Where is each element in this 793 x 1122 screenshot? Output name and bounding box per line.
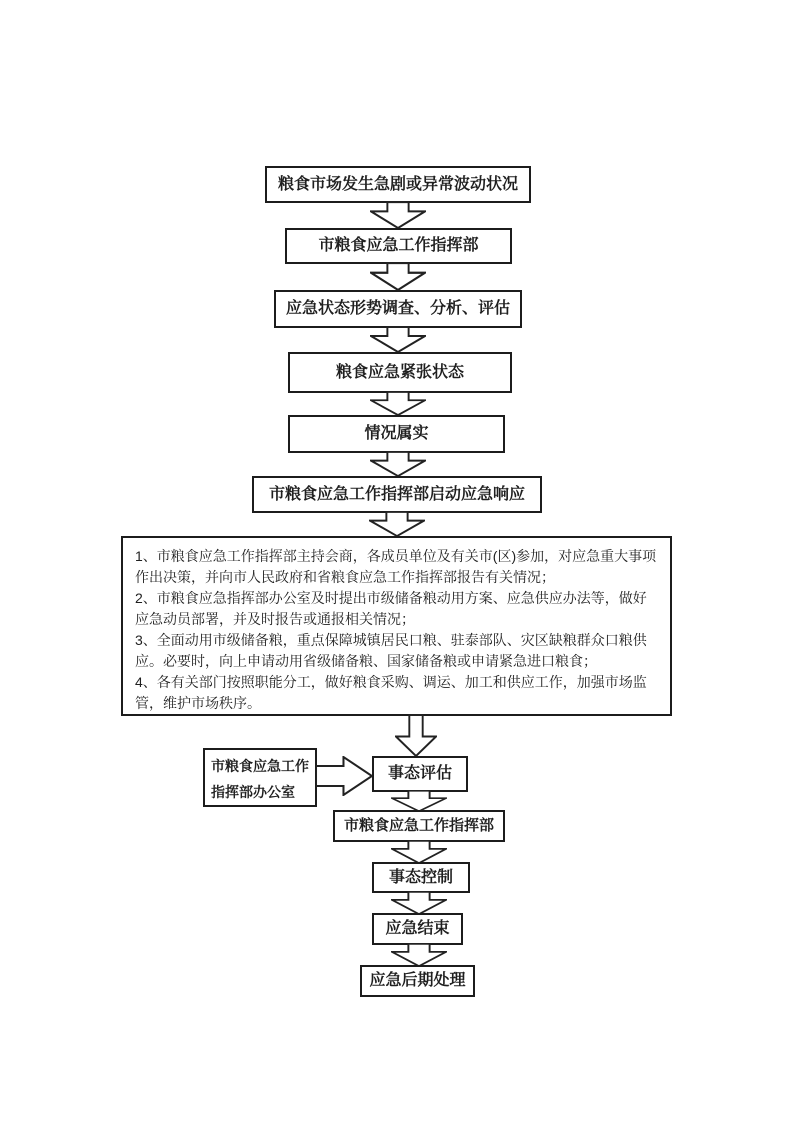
node-emergency-end: 应急结束	[372, 913, 463, 945]
down-arrow-icon	[391, 943, 447, 967]
measure-item-1: 1、市粮食应急工作指挥部主持会商，各成员单位及有关市(区)参加，对应急重大事项作出决策，并向市人民政府和省粮食应急工作指挥部报告有关情况；	[135, 548, 657, 585]
measure-item-4: 4、各有关部门按照职能分工，做好粮食采购、调运、加工和供应工作，加强市场监管，维护市场秩序。	[135, 674, 647, 711]
node-hq-office: 市粮食应急工作指挥部办公室	[203, 748, 317, 807]
down-arrow-icon	[395, 714, 437, 757]
node-emergency-hq-2: 市粮食应急工作指挥部	[333, 810, 505, 842]
down-arrow-icon	[370, 391, 426, 416]
down-arrow-icon	[370, 262, 426, 291]
right-arrow-icon	[316, 756, 373, 796]
node-post-emergency-handling: 应急后期处理	[360, 965, 475, 997]
node-situation-verified: 情况属实	[288, 415, 505, 453]
down-arrow-icon	[369, 511, 425, 537]
down-arrow-icon	[391, 790, 447, 812]
node-investigation-analysis: 应急状态形势调查、分析、评估	[274, 290, 522, 328]
down-arrow-icon	[370, 451, 426, 477]
down-arrow-icon	[370, 326, 426, 353]
node-emergency-hq: 市粮食应急工作指挥部	[285, 228, 512, 264]
measure-item-3: 3、全面动用市级储备粮，重点保障城镇居民口粮、驻泰部队、灾区缺粮群众口粮供应。必要时，向上申请动用省级储备粮、国家储备粮或申请紧急进口粮食；	[135, 632, 647, 669]
down-arrow-icon	[391, 840, 447, 864]
node-response-measures	[121, 536, 672, 716]
node-market-fluctuation: 粮食市场发生急剧或异常波动状况	[265, 166, 531, 203]
node-tense-state: 粮食应急紧张状态	[288, 352, 512, 393]
down-arrow-icon	[370, 201, 426, 229]
measure-item-2: 2、市粮食应急指挥部办公室及时提出市级储备粮动用方案、应急供应办法等，做好应急动员部署，并及时报告或通报相关情况；	[135, 590, 647, 627]
node-activate-response: 市粮食应急工作指挥部启动应急响应	[252, 476, 542, 513]
down-arrow-icon	[391, 891, 447, 915]
node-situation-assessment: 事态评估	[372, 756, 468, 792]
node-situation-control: 事态控制	[372, 862, 470, 893]
